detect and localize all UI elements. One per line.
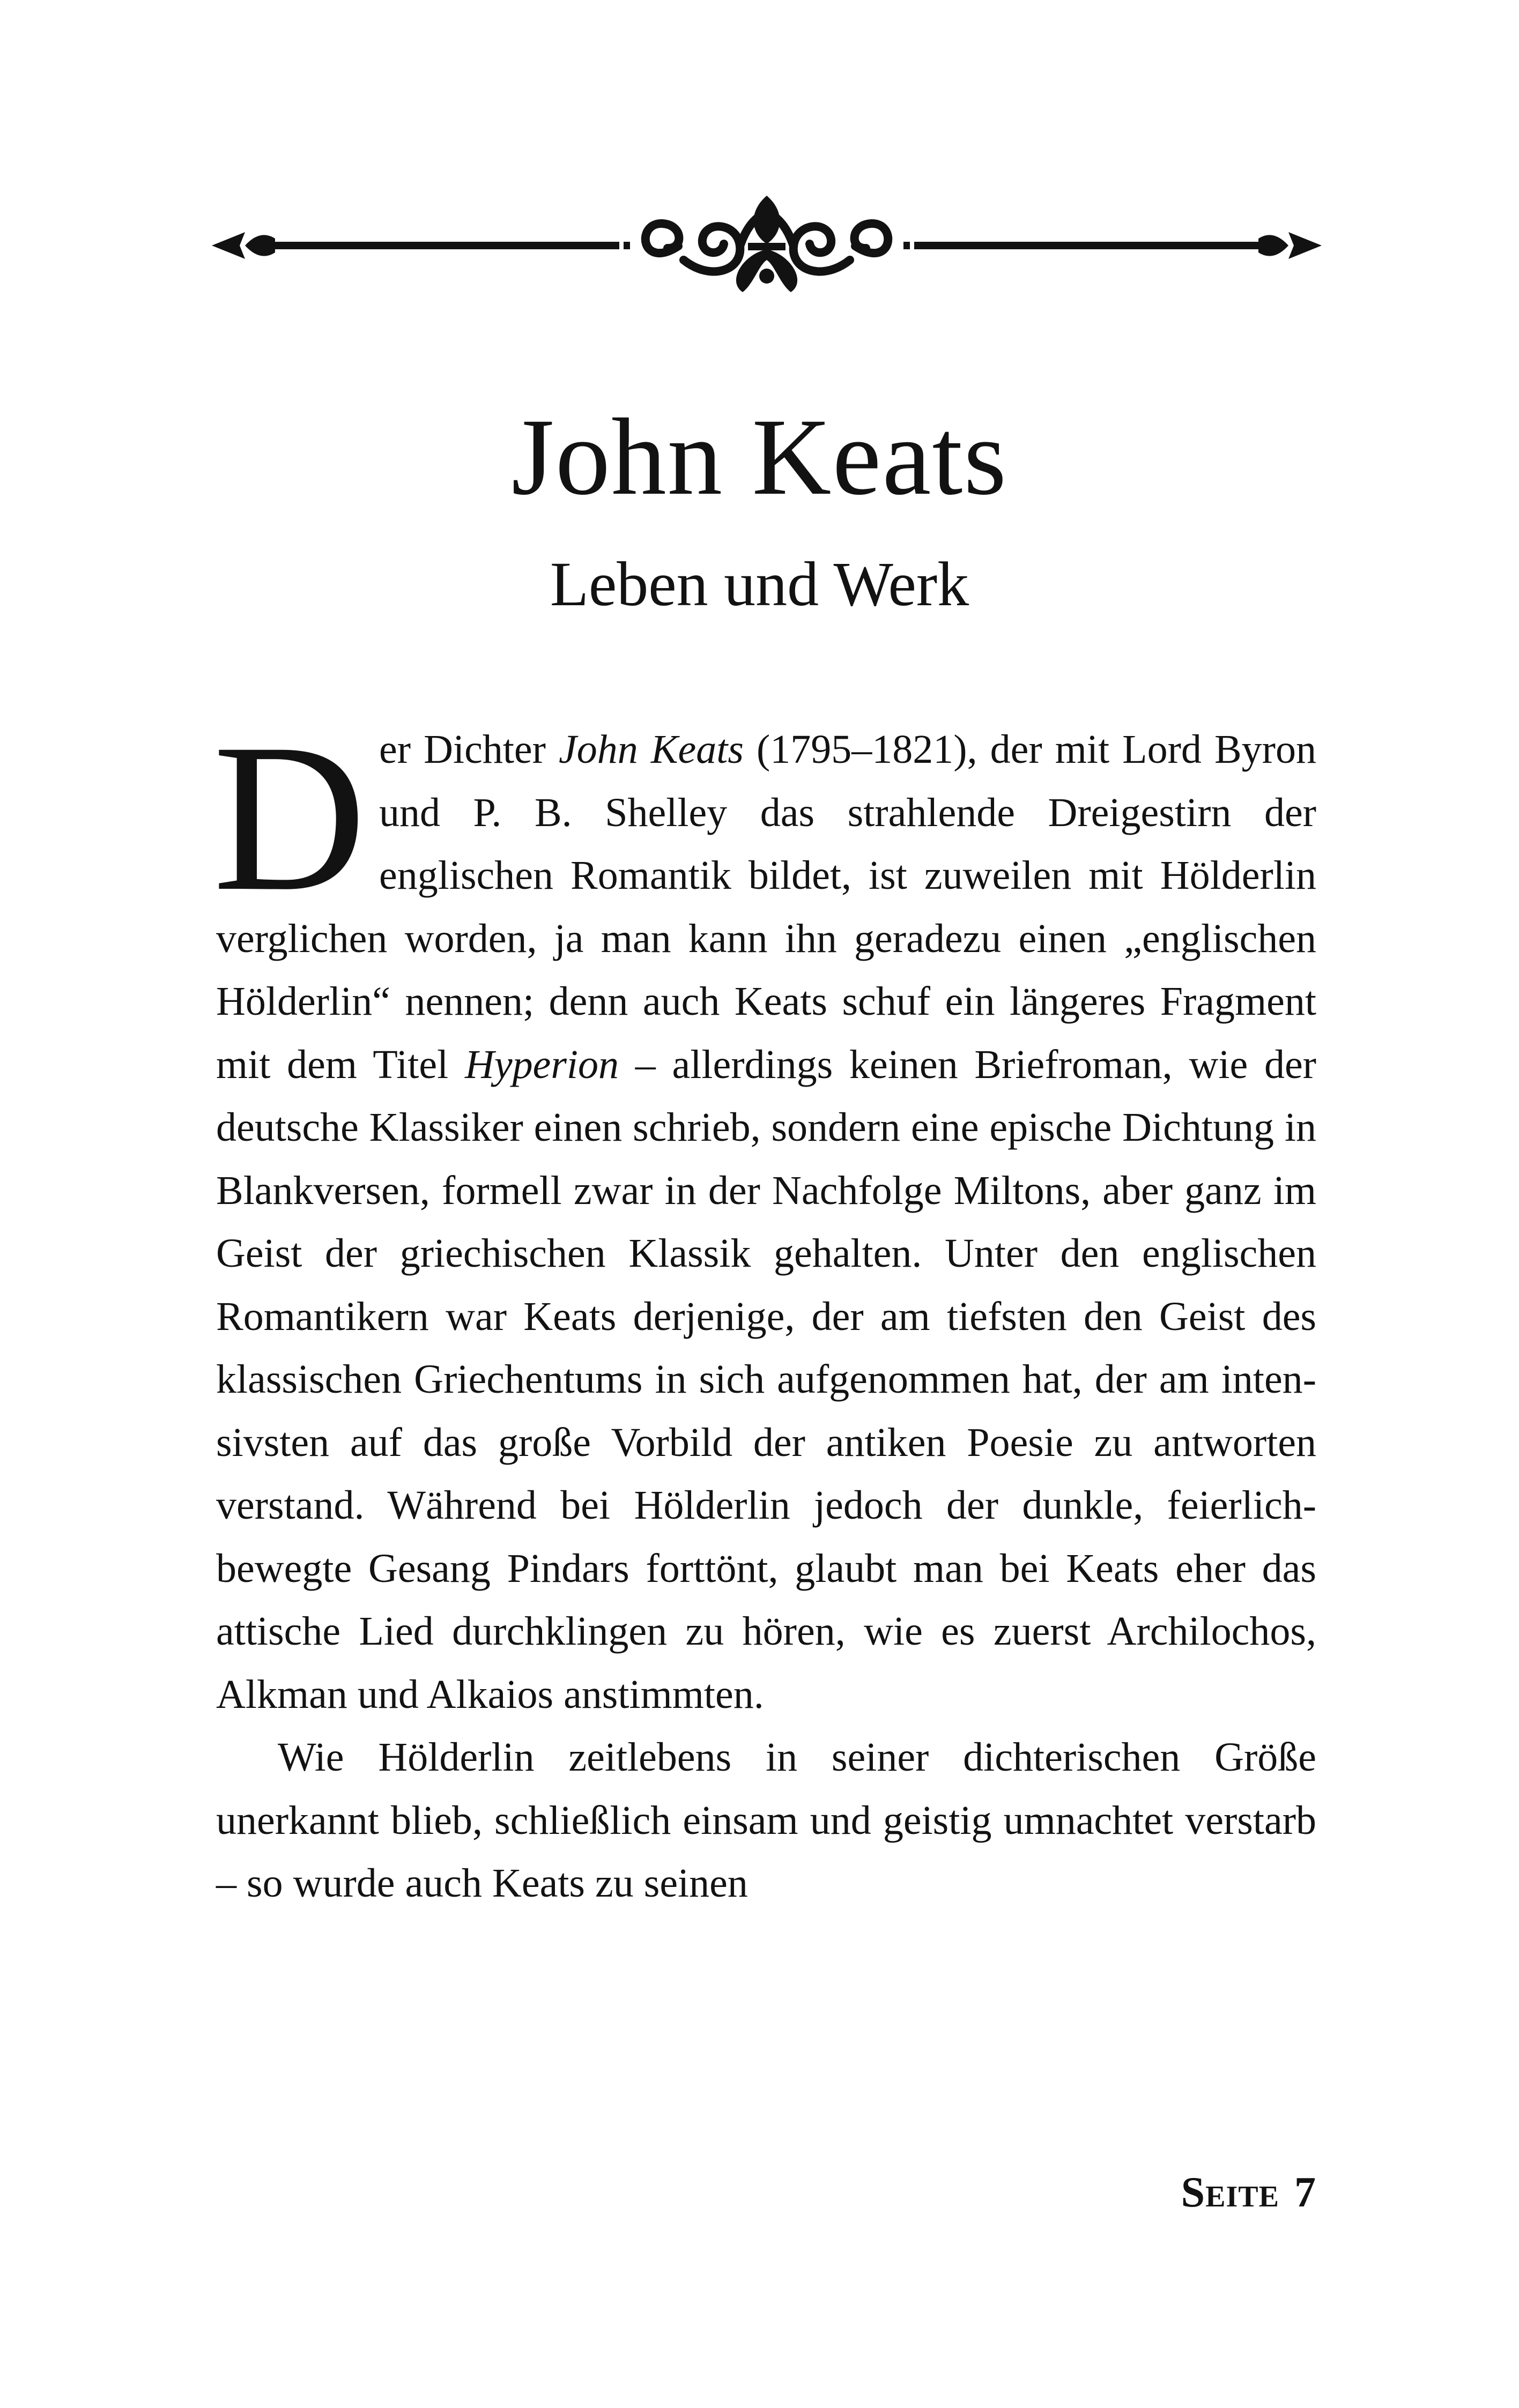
author-name-italic: John Keats [559,727,744,772]
scroll-divider-icon [212,190,1322,303]
page-label: Seite [1181,2169,1279,2216]
paragraph-1-text-3: – allerdings keinen Briefroman, wie der deutsche Klassiker einen schrieb, sondern eine epische Dichtung in Blankversen, formell zwar in der Nachfolge Miltons, aber ganz im Geist der griechischen Klassik gehalten. Unter den englischen Romantikern war Keats derjenige, der am tiefsten den Geist des klassischen Griechentums in sich aufgenommen hat, der am intensivsten auf das große Vorbild der antiken Poesie zu antworten verstand. Während bei Hölderlin jedoch der dunkle, feierlich-bewegte Gesang Pindars forttönt, glaubt man bei Keats eher das attische Lied durchklingen zu hören, wie es zuerst Archilochos, Alkman und Alkaios anstimmten. [216,1042,1316,1717]
page-subtitle: Leben und Werk [550,549,969,619]
paragraph-1 [213,700,1316,1726]
paragraph-2: Wie Hölderlin zeitlebens in seiner dichterischen Größe unerkannt blieb, schließlich einsam und geistig umnachtet verstarb – so wurde auch Keats zu seinen [216,1735,1316,1906]
paragraph-1-text-2: (1795–1821), der mit Lord Byron und P. B. Shelley das strahlende Dreigestirn der englischen Romantik bildet, ist zuweilen mit Hölderlin verglichen worden, ja man kann ihn geradezu einen „englischen Hölderlin“ nennen; denn auch Keats schuf ein längeres Fragment mit dem Titel [216,727,1316,1087]
drop-cap: D [213,700,366,935]
page-number [1181,2166,1316,2219]
work-title-italic: Hyperion [464,1042,619,1087]
body-text [213,700,1316,1915]
page-number-value: 7 [1294,2169,1316,2216]
page-title: John Keats [511,396,1008,518]
paragraph-1-text-1: er Dichter [379,727,559,772]
